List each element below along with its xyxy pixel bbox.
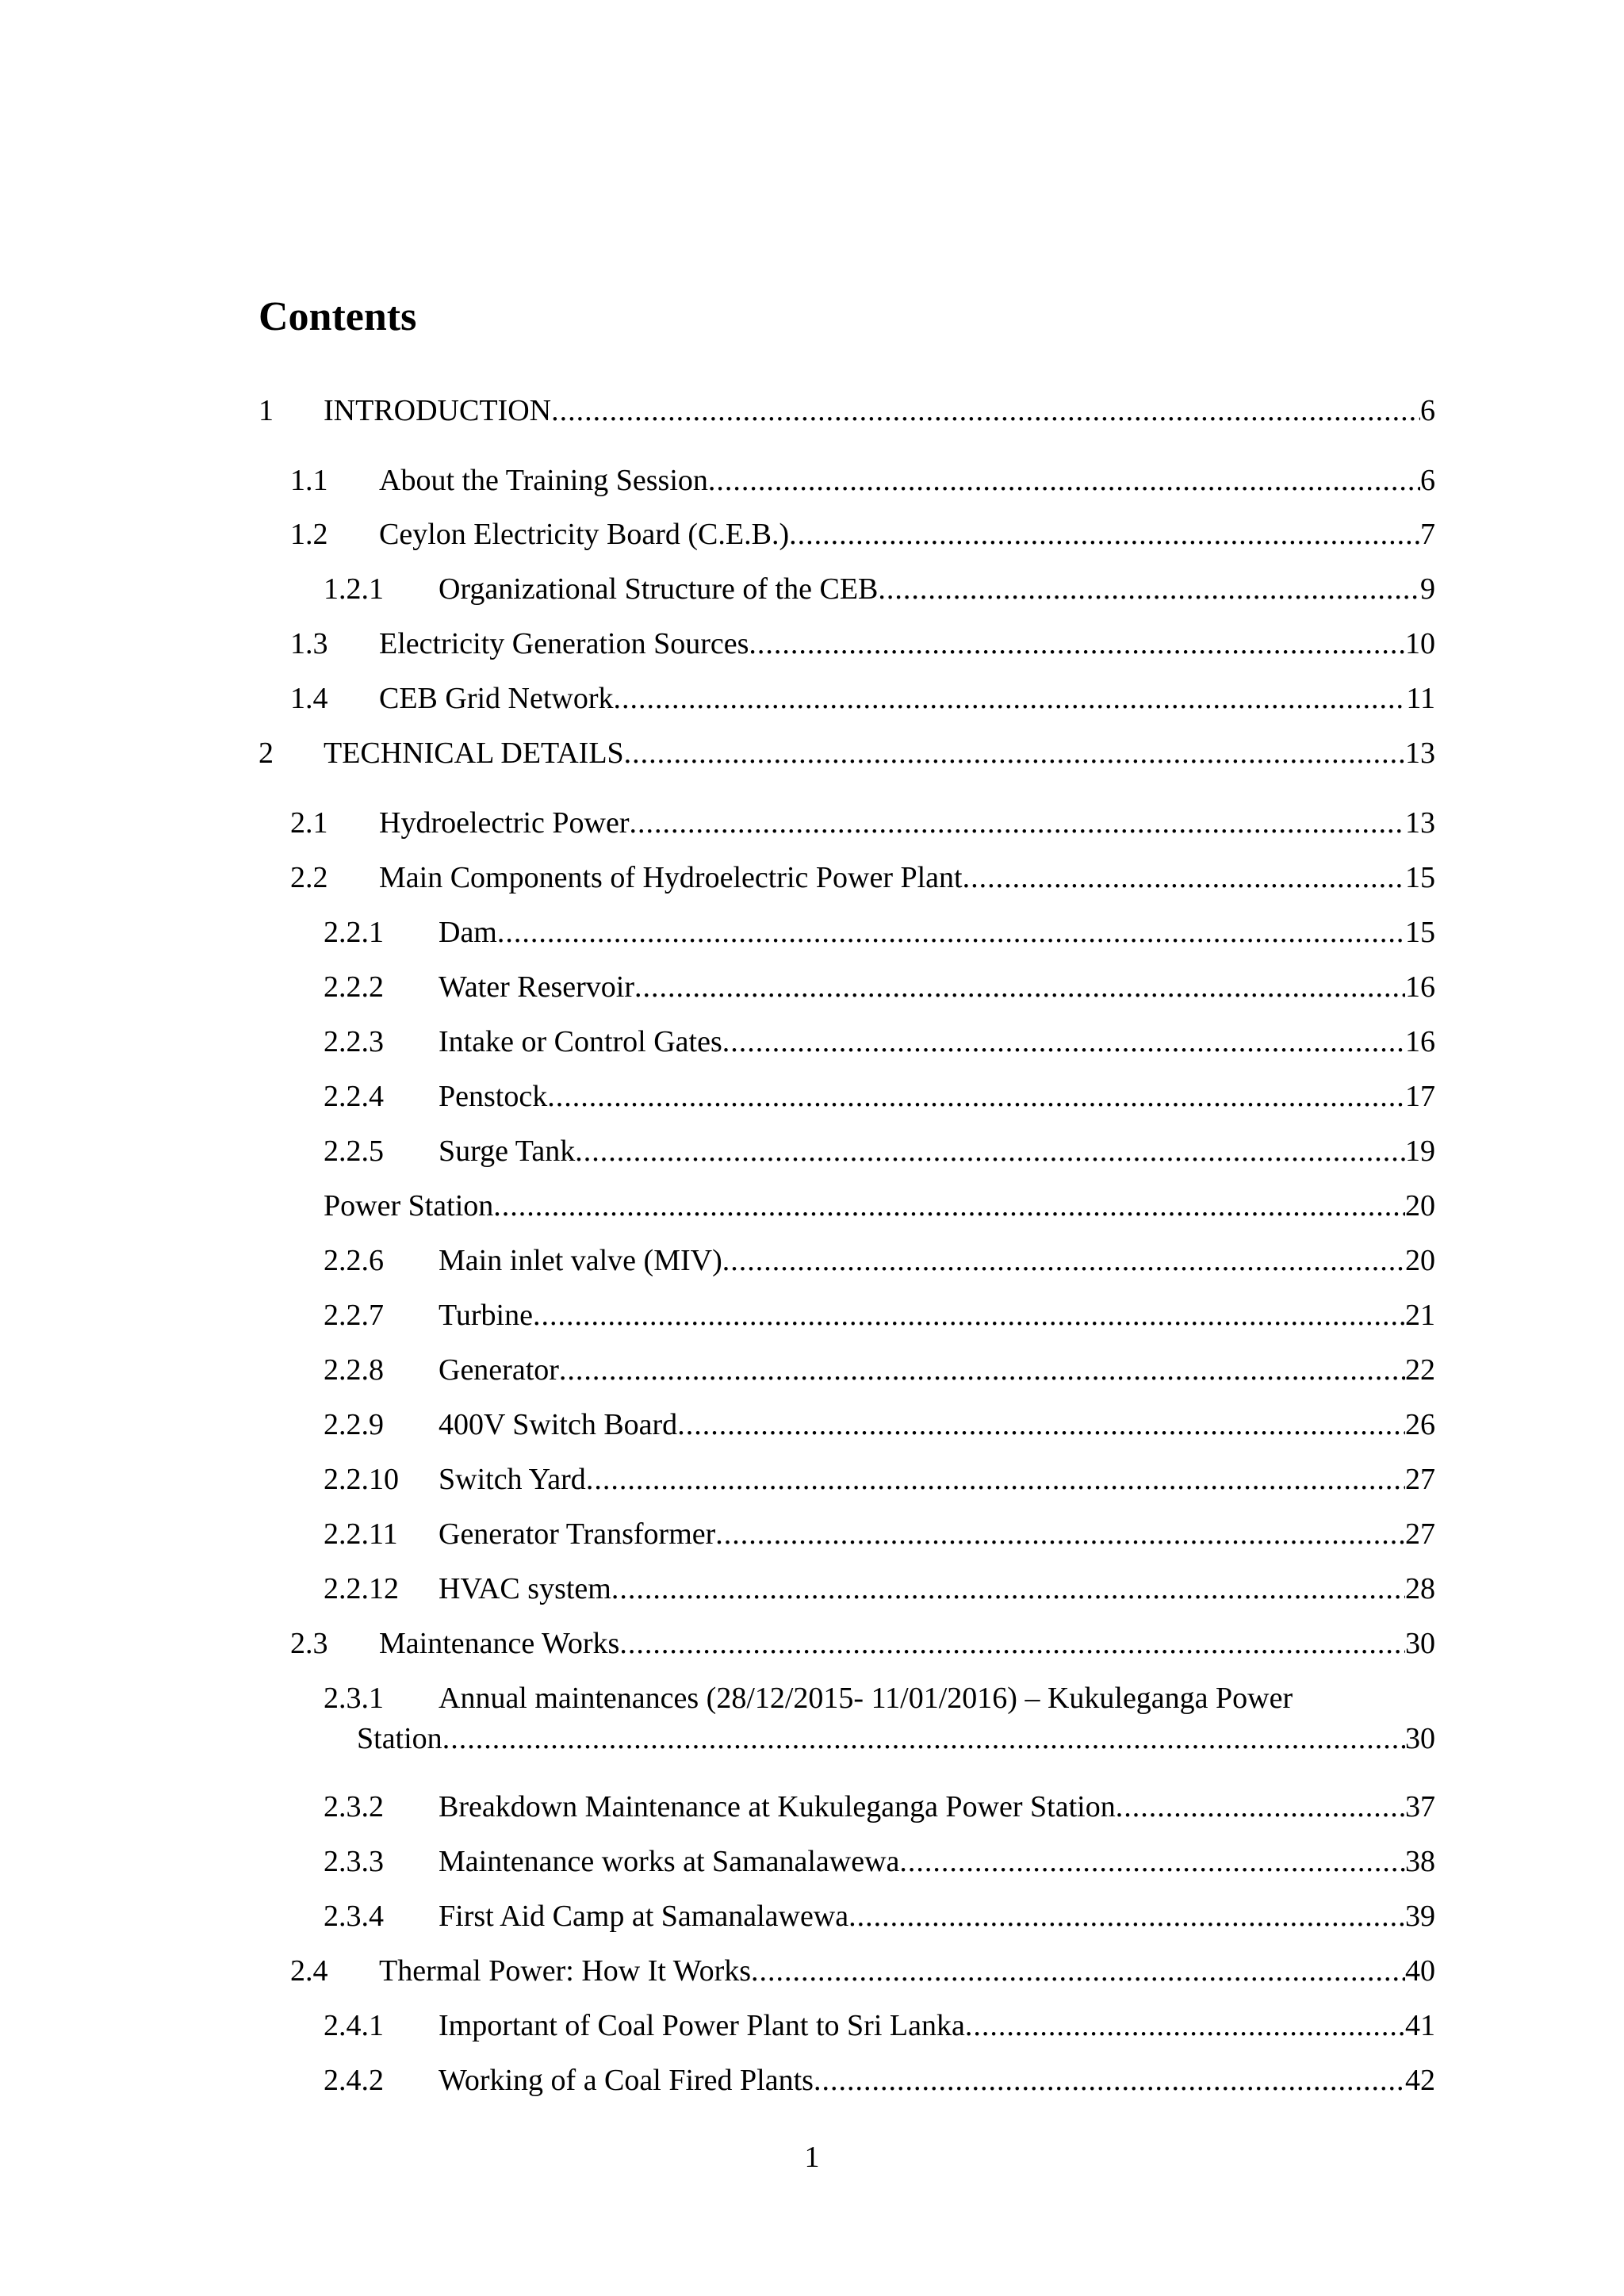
toc-entry[interactable] [0, 1131, 1624, 1172]
toc-entry[interactable] [0, 568, 1624, 610]
toc-entry[interactable] [0, 1349, 1624, 1391]
dot-leader [551, 390, 1420, 431]
toc-entry-page: 40 [1405, 1954, 1435, 1988]
toc-entry-number: 2.2.10 [324, 1463, 399, 1496]
toc-entry-page: 38 [1405, 1845, 1435, 1878]
toc-entry-title: Maintenance Works [379, 1627, 620, 1660]
toc-entry[interactable] [0, 1076, 1624, 1117]
toc-entry-title: INTRODUCTION [324, 394, 552, 427]
toc-entry-title: CEB Grid Network [379, 682, 614, 715]
toc-entry-title: Organizational Structure of the CEB [439, 572, 879, 606]
toc-entry-page: 20 [1405, 1189, 1435, 1223]
dot-leader [722, 1240, 1405, 1281]
dot-leader [708, 460, 1420, 501]
toc-entry-number: 2.2.11 [324, 1517, 398, 1551]
dot-leader [722, 1021, 1405, 1062]
dot-leader [497, 912, 1405, 953]
dot-leader [630, 802, 1406, 844]
toc-entry-number: 2.4.2 [324, 2064, 384, 2097]
dot-leader [878, 568, 1420, 610]
toc-entry[interactable] [0, 1950, 1624, 1992]
toc-entry-title: Working of a Coal Fired Plants [439, 2064, 814, 2097]
dot-leader [848, 1896, 1405, 1937]
toc-entry-page: 6 [1420, 394, 1435, 427]
toc-entry-title: Important of Coal Power Plant to Sri Lanka [439, 2009, 965, 2042]
toc-entry-title: Thermal Power: How It Works [379, 1954, 752, 1988]
toc-entry-number: 2.2.8 [324, 1353, 384, 1387]
toc-entry-number: 1.3 [290, 627, 328, 660]
contents-heading: Contents [259, 294, 417, 339]
toc-entry-number: 2.2.6 [324, 1244, 384, 1277]
dot-leader [493, 1185, 1405, 1226]
toc-entry[interactable] [0, 966, 1624, 1008]
toc-entry-title: 400V Switch Board [439, 1408, 678, 1441]
toc-entry-number: 2.2.1 [324, 916, 384, 949]
toc-entry[interactable] [0, 1021, 1624, 1062]
toc-entry[interactable] [0, 623, 1624, 664]
toc-entry-title: Surge Tank [439, 1135, 576, 1168]
dot-leader [614, 678, 1407, 719]
toc-entry-page: 41 [1405, 2009, 1435, 2042]
toc-entry-number: 1.1 [290, 464, 328, 497]
toc-entry-number: 2.3.4 [324, 1900, 384, 1933]
toc-entry-title: Generator [439, 1353, 559, 1387]
toc-entry-title: Ceylon Electricity Board (C.E.B.) [379, 518, 790, 551]
toc-entry-page: 17 [1405, 1080, 1435, 1113]
toc-entry-title: Switch Yard [439, 1463, 586, 1496]
toc-entry[interactable] [0, 1896, 1624, 1937]
toc-entry[interactable] [0, 1786, 1624, 1827]
toc-entry-page: 30 [1405, 1722, 1435, 1755]
toc-entry-title: Breakdown Maintenance at Kukuleganga Power Station [439, 1790, 1116, 1823]
toc-entry-title-continued: Station [357, 1722, 442, 1755]
toc-entry-number: 1 [259, 394, 274, 427]
toc-entry-page: 11 [1406, 682, 1435, 715]
toc-entry[interactable] [0, 857, 1624, 898]
toc-entry-number: 2.2.9 [324, 1408, 384, 1441]
dot-leader [715, 1513, 1405, 1555]
dot-leader [814, 2060, 1405, 2101]
toc-entry[interactable] [0, 390, 1624, 431]
toc-entry[interactable] [0, 460, 1624, 501]
dot-leader [789, 514, 1420, 555]
toc-entry-page: 15 [1405, 861, 1435, 894]
toc-entry[interactable] [0, 1295, 1624, 1336]
toc-entry-number: 2.3 [290, 1627, 328, 1660]
toc-entry[interactable] [0, 1185, 1624, 1226]
toc-entry-title: Penstock [439, 1080, 548, 1113]
dot-leader [575, 1131, 1405, 1172]
dot-leader [586, 1459, 1405, 1500]
toc-entry-page: 16 [1405, 1025, 1435, 1058]
toc-entry[interactable] [0, 1623, 1624, 1664]
toc-entry-number: 2.2.5 [324, 1135, 384, 1168]
dot-leader [559, 1349, 1405, 1391]
toc-entry-number: 2.2.3 [324, 1025, 384, 1058]
toc-entry-page: 16 [1405, 970, 1435, 1004]
toc-entry-number: 2.2.12 [324, 1572, 399, 1605]
toc-entry-title: Generator Transformer [439, 1517, 716, 1551]
toc-entry-title: Main inlet valve (MIV) [439, 1244, 722, 1277]
toc-entry-page: 7 [1420, 518, 1435, 551]
toc-entry-page: 27 [1405, 1463, 1435, 1496]
toc-entry-number: 1.2 [290, 518, 328, 551]
dot-leader [963, 857, 1405, 898]
toc-entry-title: Power Station [324, 1189, 494, 1223]
toc-entry-page: 13 [1405, 806, 1435, 840]
dot-leader [634, 966, 1405, 1008]
toc-entry-number: 2.3.1 [324, 1682, 384, 1715]
toc-entry[interactable] [0, 802, 1624, 844]
toc-entry-number: 2.2 [290, 861, 328, 894]
toc-entry-number: 2.3.3 [324, 1845, 384, 1878]
dot-leader [619, 1623, 1405, 1664]
toc-entry[interactable] [0, 2060, 1624, 2101]
toc-entry-number: 2.4.1 [324, 2009, 384, 2042]
toc-entry[interactable] [0, 1240, 1624, 1281]
toc-entry-number: 1.4 [290, 682, 328, 715]
dot-leader [1116, 1786, 1405, 1827]
toc-entry-number: 2.4 [290, 1954, 328, 1988]
toc-entry-title: Maintenance works at Samanalawewa [439, 1845, 900, 1878]
dot-leader [751, 1950, 1405, 1992]
dot-leader [442, 1718, 1405, 1759]
toc-entry-page: 10 [1405, 627, 1435, 660]
toc-entry[interactable] [0, 733, 1624, 774]
toc-entry-title: Dam [439, 916, 497, 949]
toc-entry-page: 39 [1405, 1900, 1435, 1933]
dot-leader [677, 1404, 1405, 1445]
toc-entry-page: 22 [1405, 1353, 1435, 1387]
toc-entry-page: 20 [1405, 1244, 1435, 1277]
toc-entry-page: 19 [1405, 1135, 1435, 1168]
dot-leader [547, 1076, 1405, 1117]
toc-entry-page: 30 [1405, 1627, 1435, 1660]
toc-entry[interactable] [0, 1513, 1624, 1555]
toc-entry-page: 6 [1420, 464, 1435, 497]
toc-entry-number: 1.2.1 [324, 572, 384, 606]
toc-entry-page: 13 [1405, 737, 1435, 770]
toc-entry-title: Hydroelectric Power [379, 806, 630, 840]
toc-entry[interactable] [0, 678, 1624, 719]
dot-leader [533, 1295, 1405, 1336]
toc-entry-title: Electricity Generation Sources [379, 627, 749, 660]
toc-entry-title: Main Components of Hydroelectric Power Plant [379, 861, 963, 894]
page-number: 1 [804, 2141, 820, 2174]
dot-leader [899, 1841, 1405, 1882]
toc-entry-title: TECHNICAL DETAILS [324, 737, 624, 770]
toc-entry[interactable] [0, 2005, 1624, 2046]
toc-entry-continuation[interactable] [0, 1718, 1624, 1759]
toc-entry-number: 2 [259, 737, 274, 770]
toc-entry-title: Water Reservoir [439, 970, 634, 1004]
toc-entry[interactable] [0, 1678, 1624, 1719]
dot-leader [611, 1568, 1405, 1609]
dot-leader [624, 733, 1405, 774]
toc-entry[interactable] [0, 912, 1624, 953]
toc-entry-title: Intake or Control Gates [439, 1025, 722, 1058]
toc-entry-page: 27 [1405, 1517, 1435, 1551]
toc-entry-title: HVAC system [439, 1572, 611, 1605]
toc-entry-title: About the Training Session [379, 464, 708, 497]
toc-entry-title: Turbine [439, 1299, 533, 1332]
toc-entry-page: 9 [1420, 572, 1435, 606]
toc-entry[interactable] [0, 1404, 1624, 1445]
toc-entry-number: 2.3.2 [324, 1790, 384, 1823]
toc-entry[interactable] [0, 1459, 1624, 1500]
toc-entry-number: 2.2.7 [324, 1299, 384, 1332]
dot-leader [749, 623, 1405, 664]
toc-entry[interactable] [0, 1568, 1624, 1609]
toc-entry-page: 21 [1405, 1299, 1435, 1332]
toc-entry-page: 15 [1405, 916, 1435, 949]
toc-entry[interactable] [0, 514, 1624, 555]
toc-entry-title: Annual maintenances (28/12/2015- 11/01/2016) – Kukuleganga Power [439, 1682, 1293, 1715]
toc-entry[interactable] [0, 1841, 1624, 1882]
toc-entry-page: 28 [1405, 1572, 1435, 1605]
toc-entry-number: 2.2.4 [324, 1080, 384, 1113]
toc-entry-page: 42 [1405, 2064, 1435, 2097]
dot-leader [965, 2005, 1405, 2046]
toc-entry-number: 2.1 [290, 806, 328, 840]
toc-entry-page: 37 [1405, 1790, 1435, 1823]
toc-entry-page: 26 [1405, 1408, 1435, 1441]
toc-entry-number: 2.2.2 [324, 970, 384, 1004]
toc-entry-title: First Aid Camp at Samanalawewa [439, 1900, 849, 1933]
